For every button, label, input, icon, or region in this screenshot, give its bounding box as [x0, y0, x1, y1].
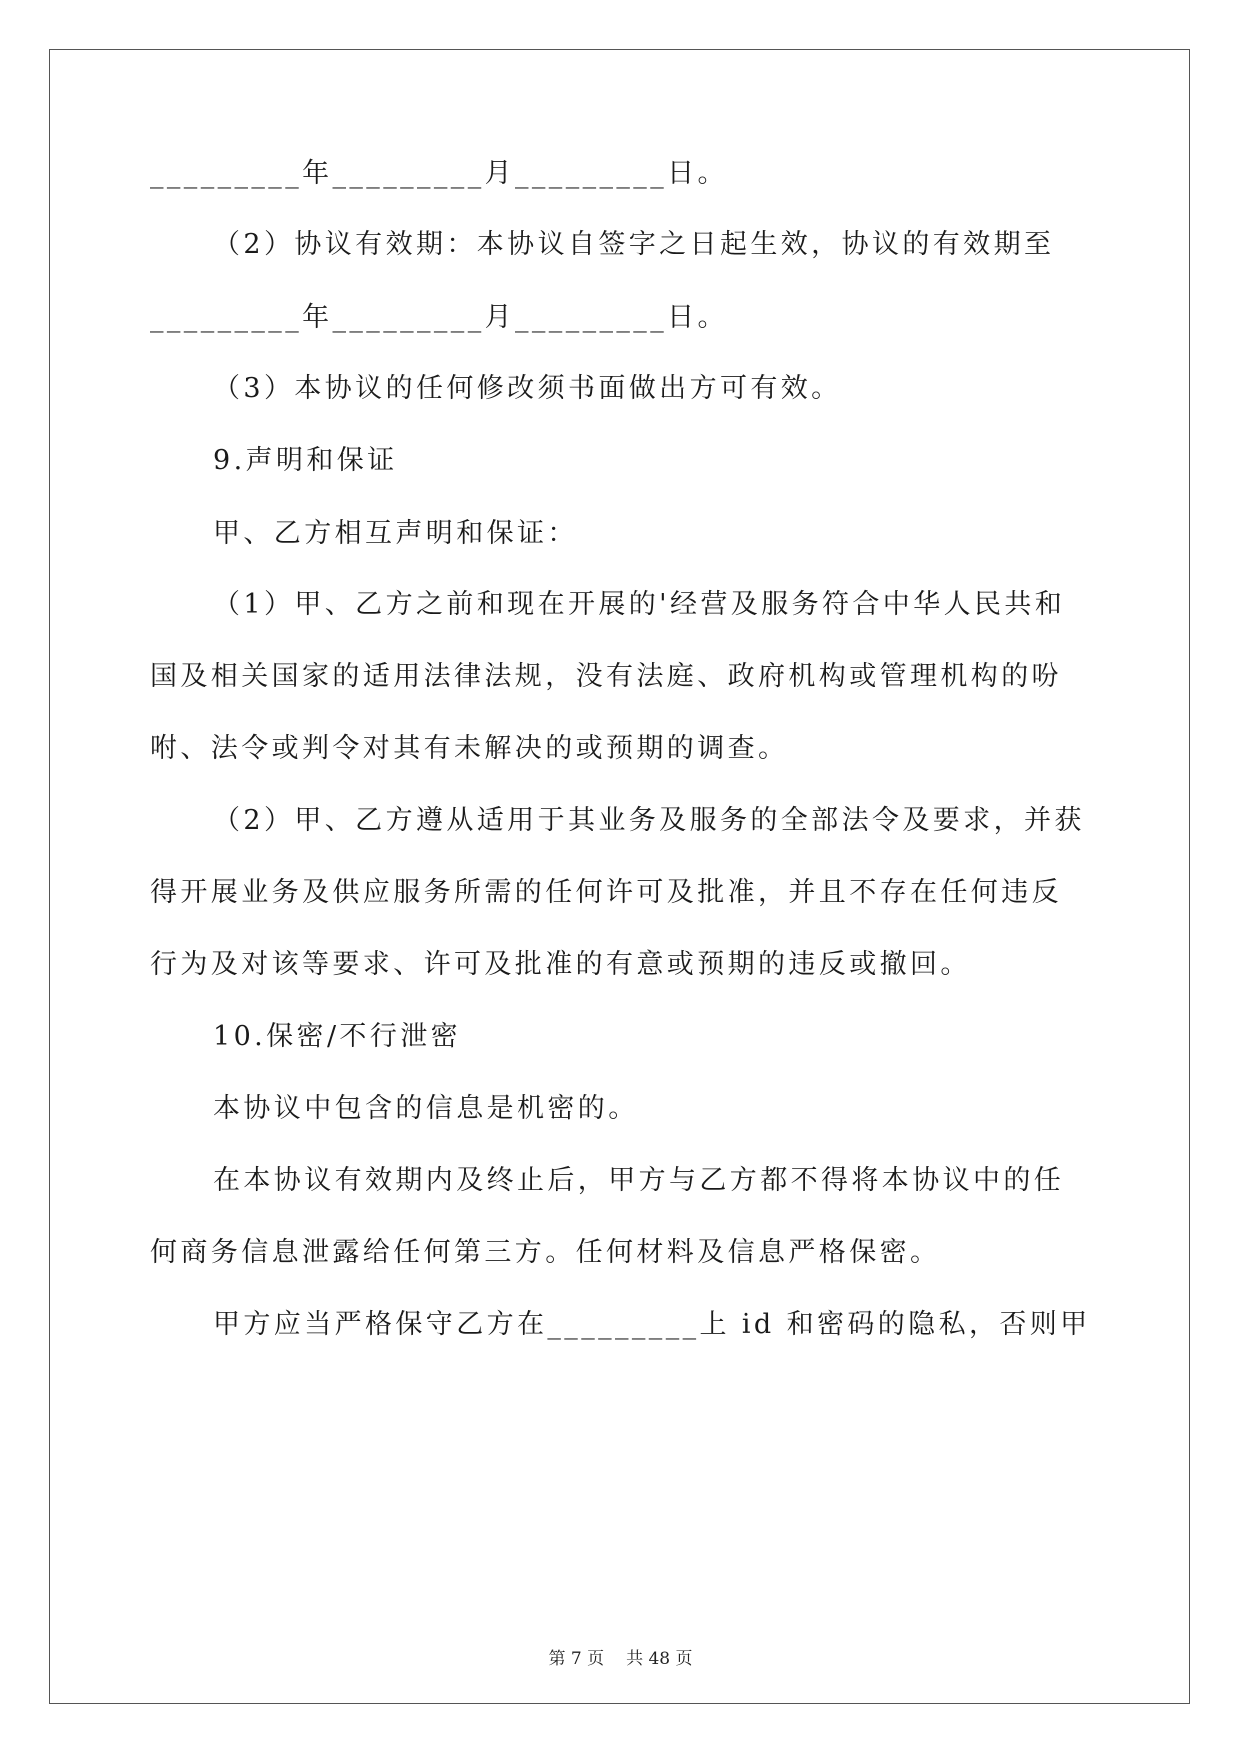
page-footer — [0, 1644, 1241, 1669]
text-line: 在本协议有效期内及终止后，甲方与乙方都不得将本协议中的任 — [213, 1165, 1065, 1196]
text-line: （2）甲、乙方遵从适用于其业务及服务的全部法令及要求，并获 — [213, 805, 1085, 836]
text-line: 行为及对该等要求、许可及批准的有意或预期的违反或撤回。 — [150, 949, 971, 980]
text-line: 甲方应当严格保守乙方在_________上 id 和密码的隐私，否则甲 — [213, 1309, 1091, 1340]
text-line: （3）本协议的任何修改须书面做出方可有效。 — [213, 373, 842, 404]
text-line: 国及相关国家的适用法律法规，没有法庭、政府机构或管理机构的吩 — [150, 661, 1062, 692]
page-total: 共 48 页 — [626, 1649, 693, 1669]
text-line: _________年_________月_________日。 — [150, 158, 728, 189]
section-heading: 10.保密/不行泄密 — [213, 1021, 462, 1052]
text-line: 本协议中包含的信息是机密的。 — [213, 1093, 639, 1124]
text-line: 甲、乙方相互声明和保证： — [213, 518, 578, 549]
text-line: 何商务信息泄露给任何第三方。任何材料及信息严格保密。 — [150, 1237, 941, 1268]
text-line: （1）甲、乙方之前和现在开展的'经营及服务符合中华人民共和 — [213, 589, 1066, 620]
section-heading: 9.声明和保证 — [213, 445, 398, 476]
page-number: 第 7 页 — [548, 1649, 605, 1669]
text-line: 咐、法令或判令对其有未解决的或预期的调查。 — [150, 733, 789, 764]
text-line: （2）协议有效期：本协议自签字之日起生效，协议的有效期至 — [213, 229, 1055, 260]
text-line: _________年_________月_________日。 — [150, 302, 728, 333]
text-line: 得开展业务及供应服务所需的任何许可及批准，并且不存在任何违反 — [150, 877, 1062, 908]
